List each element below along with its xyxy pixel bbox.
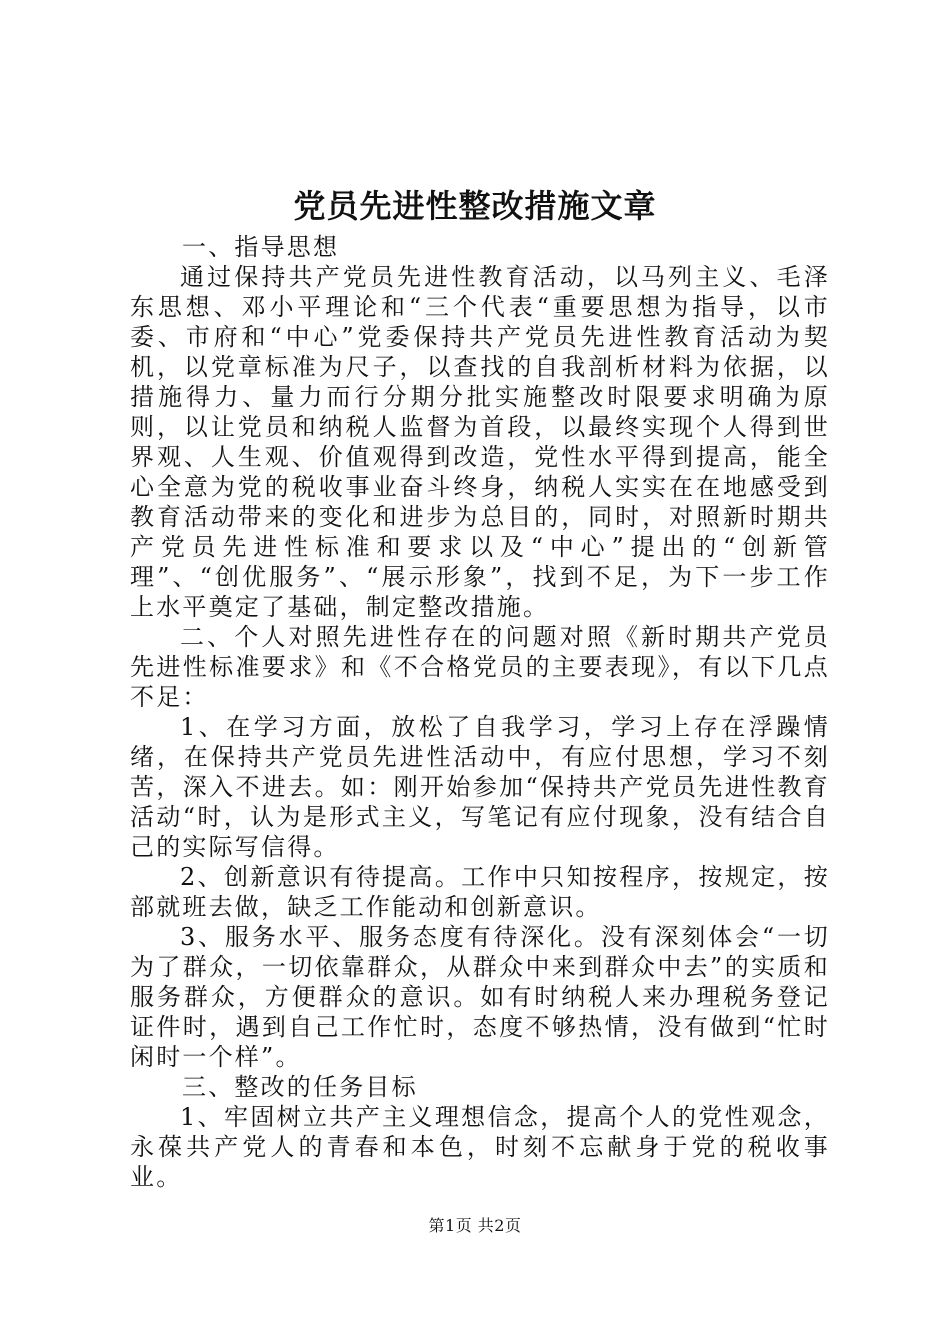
document-body — [130, 232, 830, 1192]
section-heading-guiding-thought: 一、指导思想 — [182, 233, 340, 261]
problem-item-study: 1、在学习方面，放松了自我学习，学习上存在浮躁情绪，在保持共产党员先进性活动中，有应付思想，学习不刻苦，深入不进去。如：刚开始参加“保持共产党员先进性教育活动“时，认为是形式主义，写笔记有应付现象，没有结合自己的实际写信得。 — [130, 713, 830, 861]
page-number-footer: 第1页 共2页 — [428, 1216, 522, 1235]
paragraph-guiding-thought: 通过保持共产党员先进性教育活动，以马列主义、毛泽东思想、邓小平理论和“三个代表“重要思想为指导，以市委、市府和“中心”党委保持共产党员先进性教育活动为契机，以党章标准为尺子，以查找的自我剖析材料为依据，以措施得力、量力而行分期分批实施整改时限要求明确为原则，以让党员和纳税人监督为首段，以最终实现个人得到世界观、人生观、价值观得到改造，党性水平得到提高，能全心全意为党的税收事业奋斗终身，纳税人实实在在地感受到教育活动带来的变化和进步为总目的，同时，对照新时期共产党员先进性标准和要求以及“中心”提出的“创新管理”、“创优服务”、“展示形象”，找到不足，为下一步工作上水平奠定了基础，制定整改措施。 — [130, 263, 830, 621]
problem-item-service: 3、服务水平、服务态度有待深化。没有深刻体会“一切为了群众，一切依靠群众，从群众中来到群众中去”的实质和服务群众，方便群众的意识。如有时纳税人来办理税务登记证件时，遇到自己工作忙时，态度不够热情，没有做到“忙时闲时一个样”。 — [130, 923, 830, 1071]
goal-item-ideals: 1、牢固树立共产主义理想信念，提高个人的党性观念，永葆共产党人的青春和本色，时刻不忘献身于党的税收事业。 — [130, 1103, 830, 1191]
section-heading-goals: 三、整改的任务目标 — [182, 1073, 418, 1101]
section-heading-problems: 二、个人对照先进性存在的问题对照《新时期共产党员先进性标准要求》和《不合格党员的主要表现》，有以下几点不足： — [130, 623, 830, 711]
document-title: 党员先进性整改措施文章 — [293, 187, 657, 225]
problem-item-innovation: 2、创新意识有待提高。工作中只知按程序，按规定，按部就班去做，缺乏工作能动和创新意识。 — [130, 863, 830, 921]
